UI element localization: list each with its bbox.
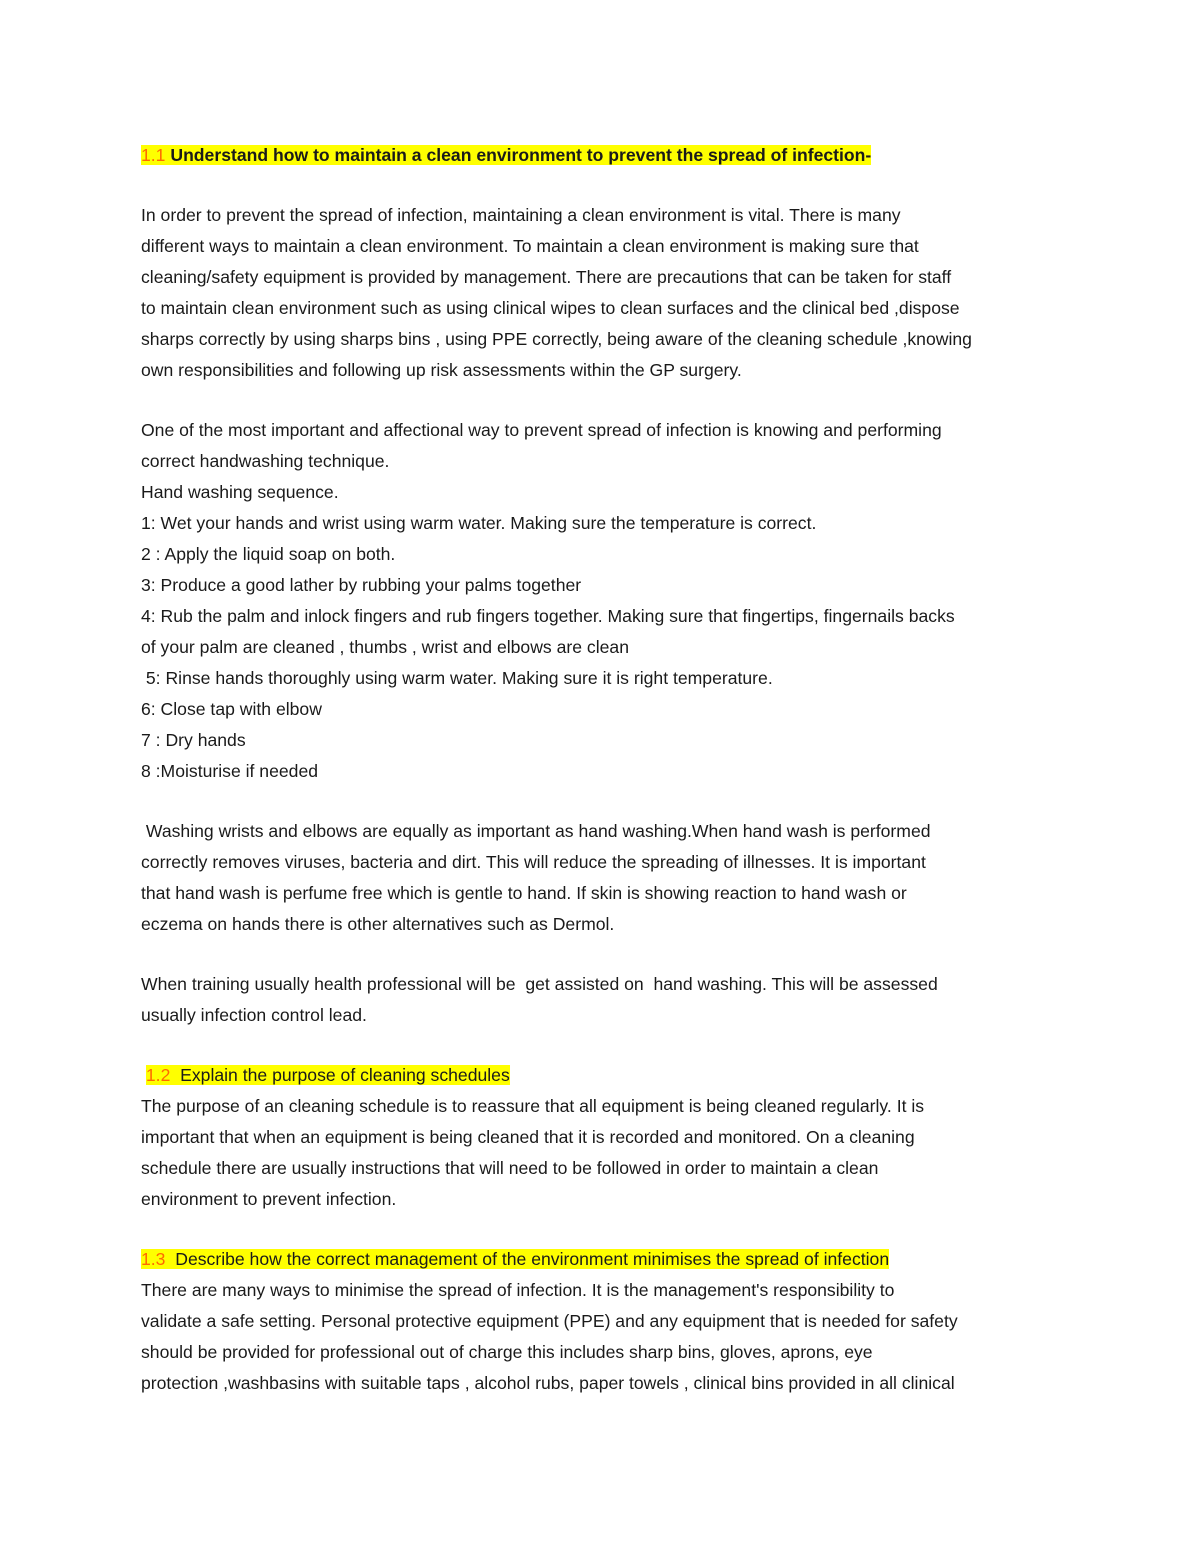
paragraph-line: should be provided for professional out of charge this includes sharp bins, gloves, aprons, eye (141, 1342, 873, 1362)
paragraph-line: environment to prevent infection. (141, 1189, 397, 1209)
paragraph-line: protection ,washbasins with suitable taps , alcohol rubs, paper towels , clinical bins provided in all clinical (141, 1373, 955, 1393)
paragraph-line: Washing wrists and elbows are equally as important as hand washing.When hand wash is performed (141, 821, 931, 841)
sequence-title: Hand washing sequence. (141, 482, 339, 502)
heading-1-2-title: Explain the purpose of cleaning schedules (170, 1065, 510, 1085)
step-line: 6: Close tap with elbow (141, 699, 322, 719)
step-line: 7 : Dry hands (141, 730, 246, 750)
paragraph-line: different ways to maintain a clean environment. To maintain a clean environment is making sure that (141, 236, 919, 256)
paragraph-line: sharps correctly by using sharps bins , using PPE correctly, being aware of the cleaning schedule ,knowing (141, 329, 972, 349)
heading-1-1 (141, 140, 1071, 171)
section-number-1-3: 1.3 (141, 1249, 166, 1269)
heading-1-2-highlight (146, 1065, 510, 1085)
heading-1-3 (141, 1244, 1071, 1275)
paragraph-line: When training usually health professional will be get assisted on hand washing. This will be assessed (141, 974, 938, 994)
paragraph-line: One of the most important and affectional way to prevent spread of infection is knowing and performing (141, 420, 942, 440)
paragraph-line: that hand wash is perfume free which is gentle to hand. If skin is showing reaction to hand wash or (141, 883, 907, 903)
heading-1-1-title: Understand how to maintain a clean environment to prevent the spread of infection- (165, 145, 872, 165)
step-line: 1: Wet your hands and wrist using warm water. Making sure the temperature is correct. (141, 513, 817, 533)
paragraph-line: correctly removes viruses, bacteria and dirt. This will reduce the spreading of illnesses. It is important (141, 852, 926, 872)
heading-1-2 (141, 1060, 1071, 1091)
section-number-1-2: 1.2 (145, 1065, 171, 1085)
step-line: 5: Rinse hands thoroughly using warm water. Making sure it is right temperature. (141, 668, 773, 688)
paragraph-line: validate a safe setting. Personal protective equipment (PPE) and any equipment that is needed for safety (141, 1311, 958, 1331)
paragraph-line: correct handwashing technique. (141, 451, 390, 471)
step-line: of your palm are cleaned , thumbs , wrist and elbows are clean (141, 637, 629, 657)
paragraph-line: schedule there are usually instructions that will need to be followed in order to maintain a clean (141, 1158, 879, 1178)
paragraph-line: In order to prevent the spread of infection, maintaining a clean environment is vital. There is many (141, 205, 901, 225)
paragraph-line: usually infection control lead. (141, 1005, 367, 1025)
paragraph-line: own responsibilities and following up risk assessments within the GP surgery. (141, 360, 742, 380)
section-number-1-1: 1.1 (141, 145, 166, 165)
heading-1-1-highlight (141, 145, 871, 165)
paragraph-line: eczema on hands there is other alternatives such as Dermol. (141, 914, 615, 934)
step-line: 4: Rub the palm and inlock fingers and rub fingers together. Making sure that fingertips, fingernails backs (141, 606, 955, 626)
paragraph-line: There are many ways to minimise the spread of infection. It is the management's responsibility to (141, 1280, 895, 1300)
paragraph-line: important that when an equipment is being cleaned that it is recorded and monitored. On a cleaning (141, 1127, 915, 1147)
step-line: 3: Produce a good lather by rubbing your palms together (141, 575, 582, 595)
step-line: 8 :Moisturise if needed (141, 761, 319, 781)
step-line: 2 : Apply the liquid soap on both. (141, 544, 396, 564)
paragraph-line: The purpose of an cleaning schedule is to reassure that all equipment is being cleaned regularly. It is (141, 1096, 925, 1116)
paragraph-line: cleaning/safety equipment is provided by management. There are precautions that can be taken for staff (141, 267, 952, 287)
heading-1-3-title: Describe how the correct management of the environment minimises the spread of infection (165, 1249, 890, 1269)
paragraph-line: to maintain clean environment such as using clinical wipes to clean surfaces and the clinical bed ,dispose (141, 298, 960, 318)
heading-1-3-highlight (141, 1249, 889, 1269)
document-body (141, 140, 1071, 1399)
